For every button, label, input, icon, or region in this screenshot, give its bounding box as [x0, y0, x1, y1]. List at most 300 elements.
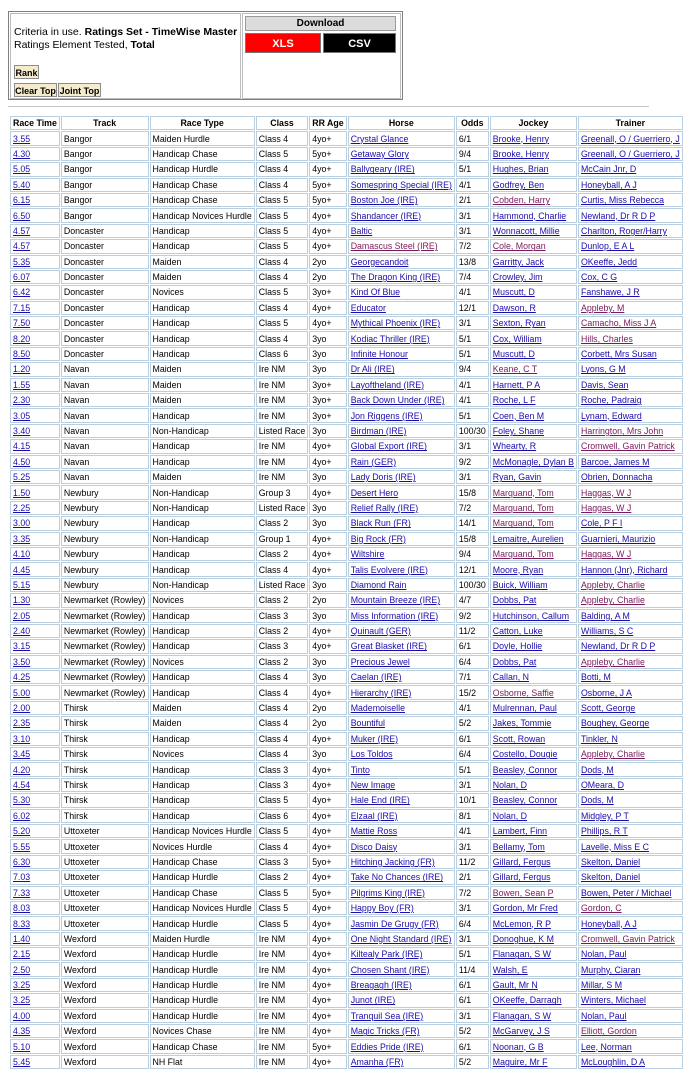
- trainer-link[interactable]: Winters, Michael: [580, 995, 646, 1006]
- cell-jockey: [490, 316, 577, 330]
- cell-track: Wexford: [61, 978, 149, 992]
- horse-link[interactable]: Layoftheland (IRE): [350, 379, 425, 390]
- cell-odds: 6/1: [456, 131, 489, 145]
- jockey-link[interactable]: Gillard, Fergus: [492, 872, 551, 883]
- race-time-link[interactable]: 8.50: [13, 349, 31, 360]
- race-time-link[interactable]: 2.25: [13, 502, 31, 513]
- cell-horse: [348, 624, 455, 638]
- horse-link[interactable]: Baltic: [350, 225, 373, 236]
- race-time-link[interactable]: 2.40: [13, 626, 31, 637]
- trainer-link[interactable]: Haggas, W J: [580, 502, 632, 513]
- trainer-link[interactable]: McLoughlin, D A: [580, 1057, 646, 1068]
- race-time-link[interactable]: 3.25: [13, 980, 31, 991]
- horse-link[interactable]: Jasmin De Grugy (FR): [350, 918, 439, 929]
- race-time-link[interactable]: 3.05: [13, 410, 31, 421]
- horse-link[interactable]: Bountiful: [350, 718, 385, 729]
- cell-horse: [348, 1039, 455, 1053]
- race-time-link[interactable]: 2.35: [13, 718, 31, 729]
- race-time-link[interactable]: 4.35: [13, 1026, 31, 1037]
- jockey-link[interactable]: Marquand, Tom: [492, 487, 554, 498]
- jockey-link[interactable]: Hughes, Brian: [492, 164, 549, 175]
- cell-trainer: [578, 424, 683, 438]
- jockey-link[interactable]: Harnett, P A: [492, 379, 541, 390]
- trainer-link[interactable]: Balding, A M: [580, 610, 630, 621]
- cell-race-time: [10, 1039, 60, 1053]
- jockey-link[interactable]: Maguire, Mr F: [492, 1057, 548, 1068]
- trainer-link[interactable]: Cox, C G: [580, 272, 618, 283]
- race-time-link[interactable]: 4.25: [13, 672, 31, 683]
- trainer-link[interactable]: Greenall, O / Guerriero, J: [580, 133, 680, 144]
- race-time-link[interactable]: 8.33: [13, 918, 31, 929]
- horse-link[interactable]: Breagagh (IRE): [350, 980, 412, 991]
- table-row: [10, 624, 683, 638]
- trainer-link[interactable]: Bowen, Peter / Michael: [580, 887, 672, 898]
- table-row: [10, 301, 683, 315]
- trainer-link[interactable]: Millar, S M: [580, 980, 623, 991]
- jockey-link[interactable]: Lambert, Finn: [492, 826, 548, 837]
- jockey-link[interactable]: Sexton, Ryan: [492, 318, 546, 329]
- jockey-link[interactable]: Osborne, Saffie: [492, 687, 554, 698]
- clear-top-button[interactable]: Clear Top: [14, 83, 57, 97]
- trainer-link[interactable]: Elliott, Gordon: [580, 1026, 637, 1037]
- trainer-link[interactable]: Lavelle, Miss E C: [580, 841, 649, 852]
- table-row: [10, 285, 683, 299]
- race-time-link[interactable]: 4.57: [13, 241, 31, 252]
- jockey-link[interactable]: Cobden, Harry: [492, 195, 551, 206]
- jockey-link[interactable]: Coen, Ben M: [492, 410, 545, 421]
- cell-race-time: [10, 1055, 60, 1069]
- race-time-link[interactable]: 4.00: [13, 1010, 31, 1021]
- race-time-link[interactable]: 3.10: [13, 733, 31, 744]
- trainer-link[interactable]: Phillips, R T: [580, 826, 628, 837]
- horse-link[interactable]: Rain (GER): [350, 456, 397, 467]
- race-time-link[interactable]: 5.45: [13, 1057, 31, 1068]
- cell-race-time: [10, 532, 60, 546]
- horse-link[interactable]: Amanha (FR): [350, 1057, 404, 1068]
- race-time-link[interactable]: 5.20: [13, 826, 31, 837]
- race-time-link[interactable]: 7.15: [13, 302, 31, 313]
- jockey-link[interactable]: Dawson, R: [492, 302, 536, 313]
- horse-link[interactable]: Global Export (IRE): [350, 441, 427, 452]
- cell-horse: [348, 270, 455, 284]
- horse-link[interactable]: Tinto: [350, 764, 370, 775]
- table-row: [10, 932, 683, 946]
- jockey-link[interactable]: Nolan, D: [492, 810, 528, 821]
- race-time-link[interactable]: 7.03: [13, 872, 31, 883]
- jockey-link[interactable]: Gordon, Mr Fred: [492, 903, 558, 914]
- trainer-link[interactable]: Camacho, Miss J A: [580, 318, 657, 329]
- jockey-link[interactable]: Bellamy, Tom: [492, 841, 545, 852]
- horse-link[interactable]: Magic Tricks (FR): [350, 1026, 420, 1037]
- horse-link[interactable]: Black Run (FR): [350, 518, 411, 529]
- jockey-link[interactable]: Keane, C T: [492, 364, 538, 375]
- cell-race-type: Maiden: [150, 701, 255, 715]
- jockey-link[interactable]: OKeeffe, Darragh: [492, 995, 562, 1006]
- race-time-link[interactable]: 3.55: [13, 133, 31, 144]
- race-time-link[interactable]: 6.02: [13, 810, 31, 821]
- horse-link[interactable]: Back Down Under (IRE): [350, 395, 445, 406]
- jockey-link[interactable]: Mulrennan, Paul: [492, 703, 557, 714]
- trainer-link[interactable]: Newland, Dr R D P: [580, 641, 656, 652]
- horse-link[interactable]: Kiltealy Park (IRE): [350, 949, 423, 960]
- race-time-link[interactable]: 6.50: [13, 210, 31, 221]
- trainer-link[interactable]: OKeeffe, Jedd: [580, 256, 638, 267]
- jockey-link[interactable]: Flanagan, S W: [492, 1010, 551, 1021]
- race-time-link[interactable]: 3.15: [13, 641, 31, 652]
- jockey-link[interactable]: Moore, Ryan: [492, 564, 544, 575]
- race-time-link[interactable]: 6.30: [13, 856, 31, 867]
- jockey-link[interactable]: Beasley, Connor: [492, 764, 558, 775]
- trainer-link[interactable]: Scott, George: [580, 703, 636, 714]
- horse-link[interactable]: Crystal Glance: [350, 133, 409, 144]
- horse-link[interactable]: Damascus Steel (IRE): [350, 241, 438, 252]
- trainer-link[interactable]: Gordon, C: [580, 903, 622, 914]
- horse-link[interactable]: Tranquil Sea (IRE): [350, 1010, 424, 1021]
- race-time-link[interactable]: 2.00: [13, 703, 31, 714]
- xls-download-button[interactable]: XLS: [245, 33, 321, 53]
- trainer-link[interactable]: Nolan, Paul: [580, 949, 627, 960]
- trainer-link[interactable]: Cromwell, Gavin Patrick: [580, 933, 675, 944]
- horse-link[interactable]: Chosen Shant (IRE): [350, 964, 430, 975]
- race-time-link[interactable]: 5.10: [13, 1041, 31, 1052]
- trainer-link[interactable]: Dunlop, E A L: [580, 241, 635, 252]
- cell-horse: [348, 793, 455, 807]
- trainer-link[interactable]: Dods, M: [580, 764, 614, 775]
- jockey-link[interactable]: McLemon, R P: [492, 918, 551, 929]
- jockey-link[interactable]: Dobbs, Pat: [492, 656, 537, 667]
- jockey-link[interactable]: Scott, Rowan: [492, 733, 546, 744]
- cell-race-type: Handicap Chase: [150, 147, 255, 161]
- trainer-link[interactable]: Hannon (Jnr), Richard: [580, 564, 668, 575]
- jockey-link[interactable]: Walsh, E: [492, 964, 528, 975]
- trainer-link[interactable]: Osborne, J A: [580, 687, 632, 698]
- race-time-link[interactable]: 6.42: [13, 287, 31, 298]
- jockey-link[interactable]: Doyle, Hollie: [492, 641, 543, 652]
- race-time-link[interactable]: 5.30: [13, 795, 31, 806]
- horse-link[interactable]: Boston Joe (IRE): [350, 195, 418, 206]
- cell-race-time: [10, 547, 60, 561]
- race-time-link[interactable]: 1.30: [13, 595, 31, 606]
- race-time-link[interactable]: 5.40: [13, 179, 31, 190]
- trainer-link[interactable]: Honeyball, A J: [580, 918, 637, 929]
- trainer-link[interactable]: Appleby, Charlie: [580, 595, 645, 606]
- horse-link[interactable]: Junot (IRE): [350, 995, 396, 1006]
- rank-button[interactable]: Rank: [14, 65, 39, 79]
- trainer-link[interactable]: Appleby, Charlie: [580, 656, 645, 667]
- race-time-link[interactable]: 4.50: [13, 456, 31, 467]
- trainer-link[interactable]: Davis, Sean: [580, 379, 629, 390]
- jockey-link[interactable]: Marquand, Tom: [492, 518, 554, 529]
- horse-link[interactable]: Hale End (IRE): [350, 795, 410, 806]
- cell-horse: [348, 947, 455, 961]
- trainer-link[interactable]: Harrington, Mrs John: [580, 426, 664, 436]
- trainer-link[interactable]: Dods, M: [580, 795, 614, 806]
- cell-track: Bangor: [61, 193, 149, 207]
- horse-link[interactable]: Talis Evolvere (IRE): [350, 564, 428, 575]
- race-time-link[interactable]: 7.50: [13, 318, 31, 329]
- trainer-link[interactable]: Curtis, Miss Rebecca: [580, 195, 665, 206]
- race-time-link[interactable]: 5.25: [13, 472, 31, 483]
- race-time-link[interactable]: 8.20: [13, 333, 31, 344]
- joint-top-button[interactable]: Joint Top: [58, 83, 101, 97]
- jockey-link[interactable]: Hutchinson, Callum: [492, 610, 570, 621]
- horse-link[interactable]: Take No Chances (IRE): [350, 872, 444, 883]
- horse-link[interactable]: Kodiac Thriller (IRE): [350, 333, 430, 344]
- trainer-link[interactable]: Skelton, Daniel: [580, 872, 641, 883]
- race-time-link[interactable]: 4.57: [13, 225, 31, 236]
- horse-link[interactable]: Jon Riggens (IRE): [350, 410, 423, 421]
- cell-odds: 2/1: [456, 193, 489, 207]
- trainer-link[interactable]: Appleby, Charlie: [580, 749, 645, 760]
- horse-link[interactable]: Muker (IRE): [350, 733, 399, 744]
- jockey-link[interactable]: Brooke, Henry: [492, 148, 550, 159]
- trainer-link[interactable]: Roche, Padraig: [580, 395, 642, 406]
- horse-link[interactable]: Relief Rally (IRE): [350, 502, 419, 513]
- trainer-link[interactable]: Corbett, Mrs Susan: [580, 349, 657, 360]
- cell-race-type: Novices: [150, 593, 255, 607]
- horse-link[interactable]: Eddies Pride (IRE): [350, 1041, 424, 1052]
- race-time-link[interactable]: 6.07: [13, 272, 31, 283]
- horse-link[interactable]: Desert Hero: [350, 487, 399, 498]
- horse-link[interactable]: Wiltshire: [350, 549, 385, 560]
- cell-rr-age: 4yo+: [309, 901, 346, 915]
- race-time-link[interactable]: 1.20: [13, 364, 31, 375]
- trainer-link[interactable]: Honeyball, A J: [580, 179, 637, 190]
- horse-link[interactable]: Caelan (IRE): [350, 672, 402, 683]
- jockey-link[interactable]: Roche, L F: [492, 395, 536, 406]
- horse-link[interactable]: Infinite Honour: [350, 349, 408, 360]
- horse-link[interactable]: Los Toldos: [350, 749, 393, 760]
- horse-link[interactable]: Birdman (IRE): [350, 426, 407, 436]
- horse-link[interactable]: Somespring Special (IRE): [350, 179, 452, 190]
- horse-link[interactable]: Happy Boy (FR): [350, 903, 414, 914]
- horse-link[interactable]: Kind Of Blue: [350, 287, 401, 298]
- trainer-link[interactable]: Greenall, O / Guerriero, J: [580, 148, 680, 159]
- race-time-link[interactable]: 5.00: [13, 687, 31, 698]
- race-time-link[interactable]: 5.15: [13, 579, 31, 590]
- cell-track: Wexford: [61, 962, 149, 976]
- horse-link[interactable]: Mythical Phoenix (IRE): [350, 318, 441, 329]
- horse-link[interactable]: New Image: [350, 779, 396, 790]
- cell-horse: [348, 301, 455, 315]
- trainer-link[interactable]: Charlton, Roger/Harry: [580, 225, 668, 236]
- cell-class: Class 3: [256, 778, 308, 792]
- horse-link[interactable]: Disco Daisy: [350, 841, 398, 852]
- trainer-link[interactable]: Nolan, Paul: [580, 1010, 627, 1021]
- race-time-link[interactable]: 6.15: [13, 195, 31, 206]
- cell-jockey: [490, 378, 577, 392]
- trainer-link[interactable]: Appleby, Charlie: [580, 579, 645, 590]
- race-time-link[interactable]: 1.55: [13, 379, 31, 390]
- race-time-link[interactable]: 1.40: [13, 933, 31, 944]
- race-time-link[interactable]: 5.05: [13, 164, 31, 175]
- race-time-link[interactable]: 4.45: [13, 564, 31, 575]
- race-time-link[interactable]: 2.05: [13, 610, 31, 621]
- horse-link[interactable]: Hierarchy (IRE): [350, 687, 412, 698]
- race-time-link[interactable]: 2.15: [13, 949, 31, 960]
- race-time-link[interactable]: 4.20: [13, 764, 31, 775]
- jockey-link[interactable]: Cole, Morgan: [492, 241, 546, 252]
- cell-race-time: [10, 670, 60, 684]
- jockey-link[interactable]: Garritty, Jack: [492, 256, 544, 267]
- jockey-link[interactable]: Buick, William: [492, 579, 548, 590]
- race-time-link[interactable]: 4.30: [13, 148, 31, 159]
- jockey-link[interactable]: Whearty, R: [492, 441, 537, 452]
- cell-race-type: Handicap: [150, 224, 255, 238]
- trainer-link[interactable]: Boughey, George: [580, 718, 650, 729]
- cell-horse: [348, 747, 455, 761]
- trainer-link[interactable]: Williams, S C: [580, 626, 634, 637]
- horse-link[interactable]: One Night Standard (IRE): [350, 933, 452, 944]
- race-time-link[interactable]: 2.30: [13, 395, 31, 406]
- cell-odds: 5/1: [456, 408, 489, 422]
- trainer-link[interactable]: Lynam, Edward: [580, 410, 642, 421]
- trainer-link[interactable]: Cromwell, Gavin Patrick: [580, 441, 675, 452]
- jockey-link[interactable]: Bowen, Sean P: [492, 887, 554, 898]
- jockey-link[interactable]: Wonnacott, Millie: [492, 225, 560, 236]
- horse-link[interactable]: Mattie Ross: [350, 826, 398, 837]
- horse-link[interactable]: Miss Information (IRE): [350, 610, 439, 621]
- cell-jockey: [490, 855, 577, 869]
- jockey-link[interactable]: Beasley, Connor: [492, 795, 558, 806]
- cell-race-time: [10, 578, 60, 592]
- jockey-link[interactable]: Donoghue, K M: [492, 933, 554, 944]
- cell-jockey: [490, 839, 577, 853]
- horse-link[interactable]: Hitching Jacking (FR): [350, 856, 435, 867]
- horse-link[interactable]: Lady Doris (IRE): [350, 472, 416, 483]
- cell-track: Navan: [61, 378, 149, 392]
- jockey-link[interactable]: Catton, Luke: [492, 626, 543, 637]
- jockey-link[interactable]: Jakes, Tommie: [492, 718, 552, 729]
- cell-rr-age: 3yo: [309, 362, 346, 376]
- jockey-link[interactable]: Crowley, Jim: [492, 272, 543, 283]
- trainer-link[interactable]: Hills, Charles: [580, 333, 633, 344]
- cell-track: Newmarket (Rowley): [61, 624, 149, 638]
- horse-link[interactable]: Dr Ali (IRE): [350, 364, 395, 375]
- jockey-link[interactable]: Brooke, Henry: [492, 133, 550, 144]
- jockey-link[interactable]: Gault, Mr N: [492, 980, 538, 991]
- jockey-link[interactable]: Noonan, G B: [492, 1041, 544, 1052]
- cell-race-type: Maiden: [150, 270, 255, 284]
- race-time-link[interactable]: 8.03: [13, 903, 31, 914]
- table-row: [10, 578, 683, 592]
- race-time-link[interactable]: 4.10: [13, 549, 31, 560]
- jockey-link[interactable]: Ryan, Gavin: [492, 472, 542, 483]
- horse-link[interactable]: Diamond Rain: [350, 579, 407, 590]
- trainer-link[interactable]: OMeara, D: [580, 779, 624, 790]
- race-time-link[interactable]: 1.50: [13, 487, 31, 498]
- cell-class: Ire NM: [256, 408, 308, 422]
- cell-rr-age: 5yo+: [309, 178, 346, 192]
- jockey-link[interactable]: Costello, Dougie: [492, 749, 558, 760]
- jockey-link[interactable]: Cox, William: [492, 333, 542, 344]
- trainer-link[interactable]: Lyons, G M: [580, 364, 626, 375]
- jockey-link[interactable]: Marquand, Tom: [492, 502, 554, 513]
- horse-link[interactable]: Big Rock (FR): [350, 533, 406, 544]
- race-time-link[interactable]: 3.35: [13, 533, 31, 544]
- trainer-link[interactable]: Midgley, P T: [580, 810, 629, 821]
- jockey-link[interactable]: McMonagle, Dylan B: [492, 456, 574, 467]
- jockey-link[interactable]: Foley, Shane: [492, 426, 544, 436]
- trainer-link[interactable]: Haggas, W J: [580, 549, 632, 560]
- cell-horse: [348, 532, 455, 546]
- jockey-link[interactable]: Muscutt, D: [492, 349, 535, 360]
- horse-link[interactable]: Quinault (GER): [350, 626, 411, 637]
- horse-link[interactable]: Educator: [350, 302, 386, 313]
- jockey-link[interactable]: Muscutt, D: [492, 287, 535, 298]
- jockey-link[interactable]: Callan, N: [492, 672, 529, 683]
- csv-download-button[interactable]: CSV: [323, 33, 396, 53]
- jockey-link[interactable]: Nolan, D: [492, 779, 528, 790]
- race-time-link[interactable]: 7.33: [13, 887, 31, 898]
- trainer-link[interactable]: Skelton, Daniel: [580, 856, 641, 867]
- race-time-link[interactable]: 3.50: [13, 656, 31, 667]
- trainer-link[interactable]: Cole, P F I: [580, 518, 623, 529]
- trainer-link[interactable]: Tinkler, N: [580, 733, 618, 744]
- trainer-link[interactable]: Appleby, M: [580, 302, 625, 313]
- jockey-link[interactable]: Hammond, Charlie: [492, 210, 567, 221]
- trainer-link[interactable]: Barcoe, James M: [580, 456, 650, 467]
- race-time-link[interactable]: 3.45: [13, 749, 31, 760]
- jockey-link[interactable]: Godfrey, Ben: [492, 179, 544, 190]
- horse-link[interactable]: The Dragon King (IRE): [350, 272, 441, 283]
- horse-link[interactable]: Ballygeary (IRE): [350, 164, 415, 175]
- horse-link[interactable]: Getaway Glory: [350, 148, 409, 159]
- race-time-link[interactable]: 4.15: [13, 441, 31, 452]
- horse-link[interactable]: Mademoiselle: [350, 703, 405, 714]
- cell-horse: [348, 978, 455, 992]
- jockey-link[interactable]: Marquand, Tom: [492, 549, 554, 560]
- race-time-link[interactable]: 3.25: [13, 995, 31, 1006]
- horse-link[interactable]: Elzaal (IRE): [350, 810, 398, 821]
- trainer-link[interactable]: Guarnieri, Maurizio: [580, 533, 656, 544]
- race-time-link[interactable]: 2.50: [13, 964, 31, 975]
- trainer-link[interactable]: Murphy, Ciaran: [580, 964, 641, 975]
- horse-link[interactable]: Pilgrims King (IRE): [350, 887, 425, 898]
- cell-trainer: [578, 347, 683, 361]
- jockey-link[interactable]: Dobbs, Pat: [492, 595, 537, 606]
- trainer-link[interactable]: McCain Jnr, D: [580, 164, 637, 175]
- horse-link[interactable]: Mountain Breeze (IRE): [350, 595, 441, 606]
- cell-horse: [348, 655, 455, 669]
- cell-rr-age: 3yo: [309, 501, 346, 515]
- jockey-link[interactable]: Flanagan, S W: [492, 949, 551, 960]
- race-time-link[interactable]: 3.00: [13, 518, 31, 529]
- trainer-link[interactable]: Newland, Dr R D P: [580, 210, 656, 221]
- cell-class: Ire NM: [256, 1024, 308, 1038]
- trainer-link[interactable]: Fanshawe, J R: [580, 287, 640, 298]
- horse-link[interactable]: Great Blasket (IRE): [350, 641, 427, 652]
- horse-link[interactable]: Precious Jewel: [350, 656, 410, 667]
- horse-link[interactable]: Shandancer (IRE): [350, 210, 422, 221]
- horse-link[interactable]: Georgecandoit: [350, 256, 409, 267]
- race-time-link[interactable]: 3.40: [13, 426, 31, 436]
- trainer-link[interactable]: Botti, M: [580, 672, 611, 683]
- trainer-link[interactable]: Obrien, Donnacha: [580, 472, 653, 483]
- jockey-link[interactable]: Lemaitre, Aurelien: [492, 533, 564, 544]
- header-horse: Horse: [348, 116, 455, 130]
- trainer-link[interactable]: Haggas, W J: [580, 487, 632, 498]
- trainer-link[interactable]: Lee, Norman: [580, 1041, 632, 1052]
- cell-track: Newbury: [61, 532, 149, 546]
- cell-race-type: Handicap: [150, 762, 255, 776]
- cell-odds: 7/4: [456, 270, 489, 284]
- jockey-link[interactable]: McGarvey, J S: [492, 1026, 550, 1037]
- jockey-link[interactable]: Gillard, Fergus: [492, 856, 551, 867]
- race-time-link[interactable]: 5.35: [13, 256, 31, 267]
- race-time-link[interactable]: 4.54: [13, 779, 31, 790]
- race-time-link[interactable]: 5.55: [13, 841, 31, 852]
